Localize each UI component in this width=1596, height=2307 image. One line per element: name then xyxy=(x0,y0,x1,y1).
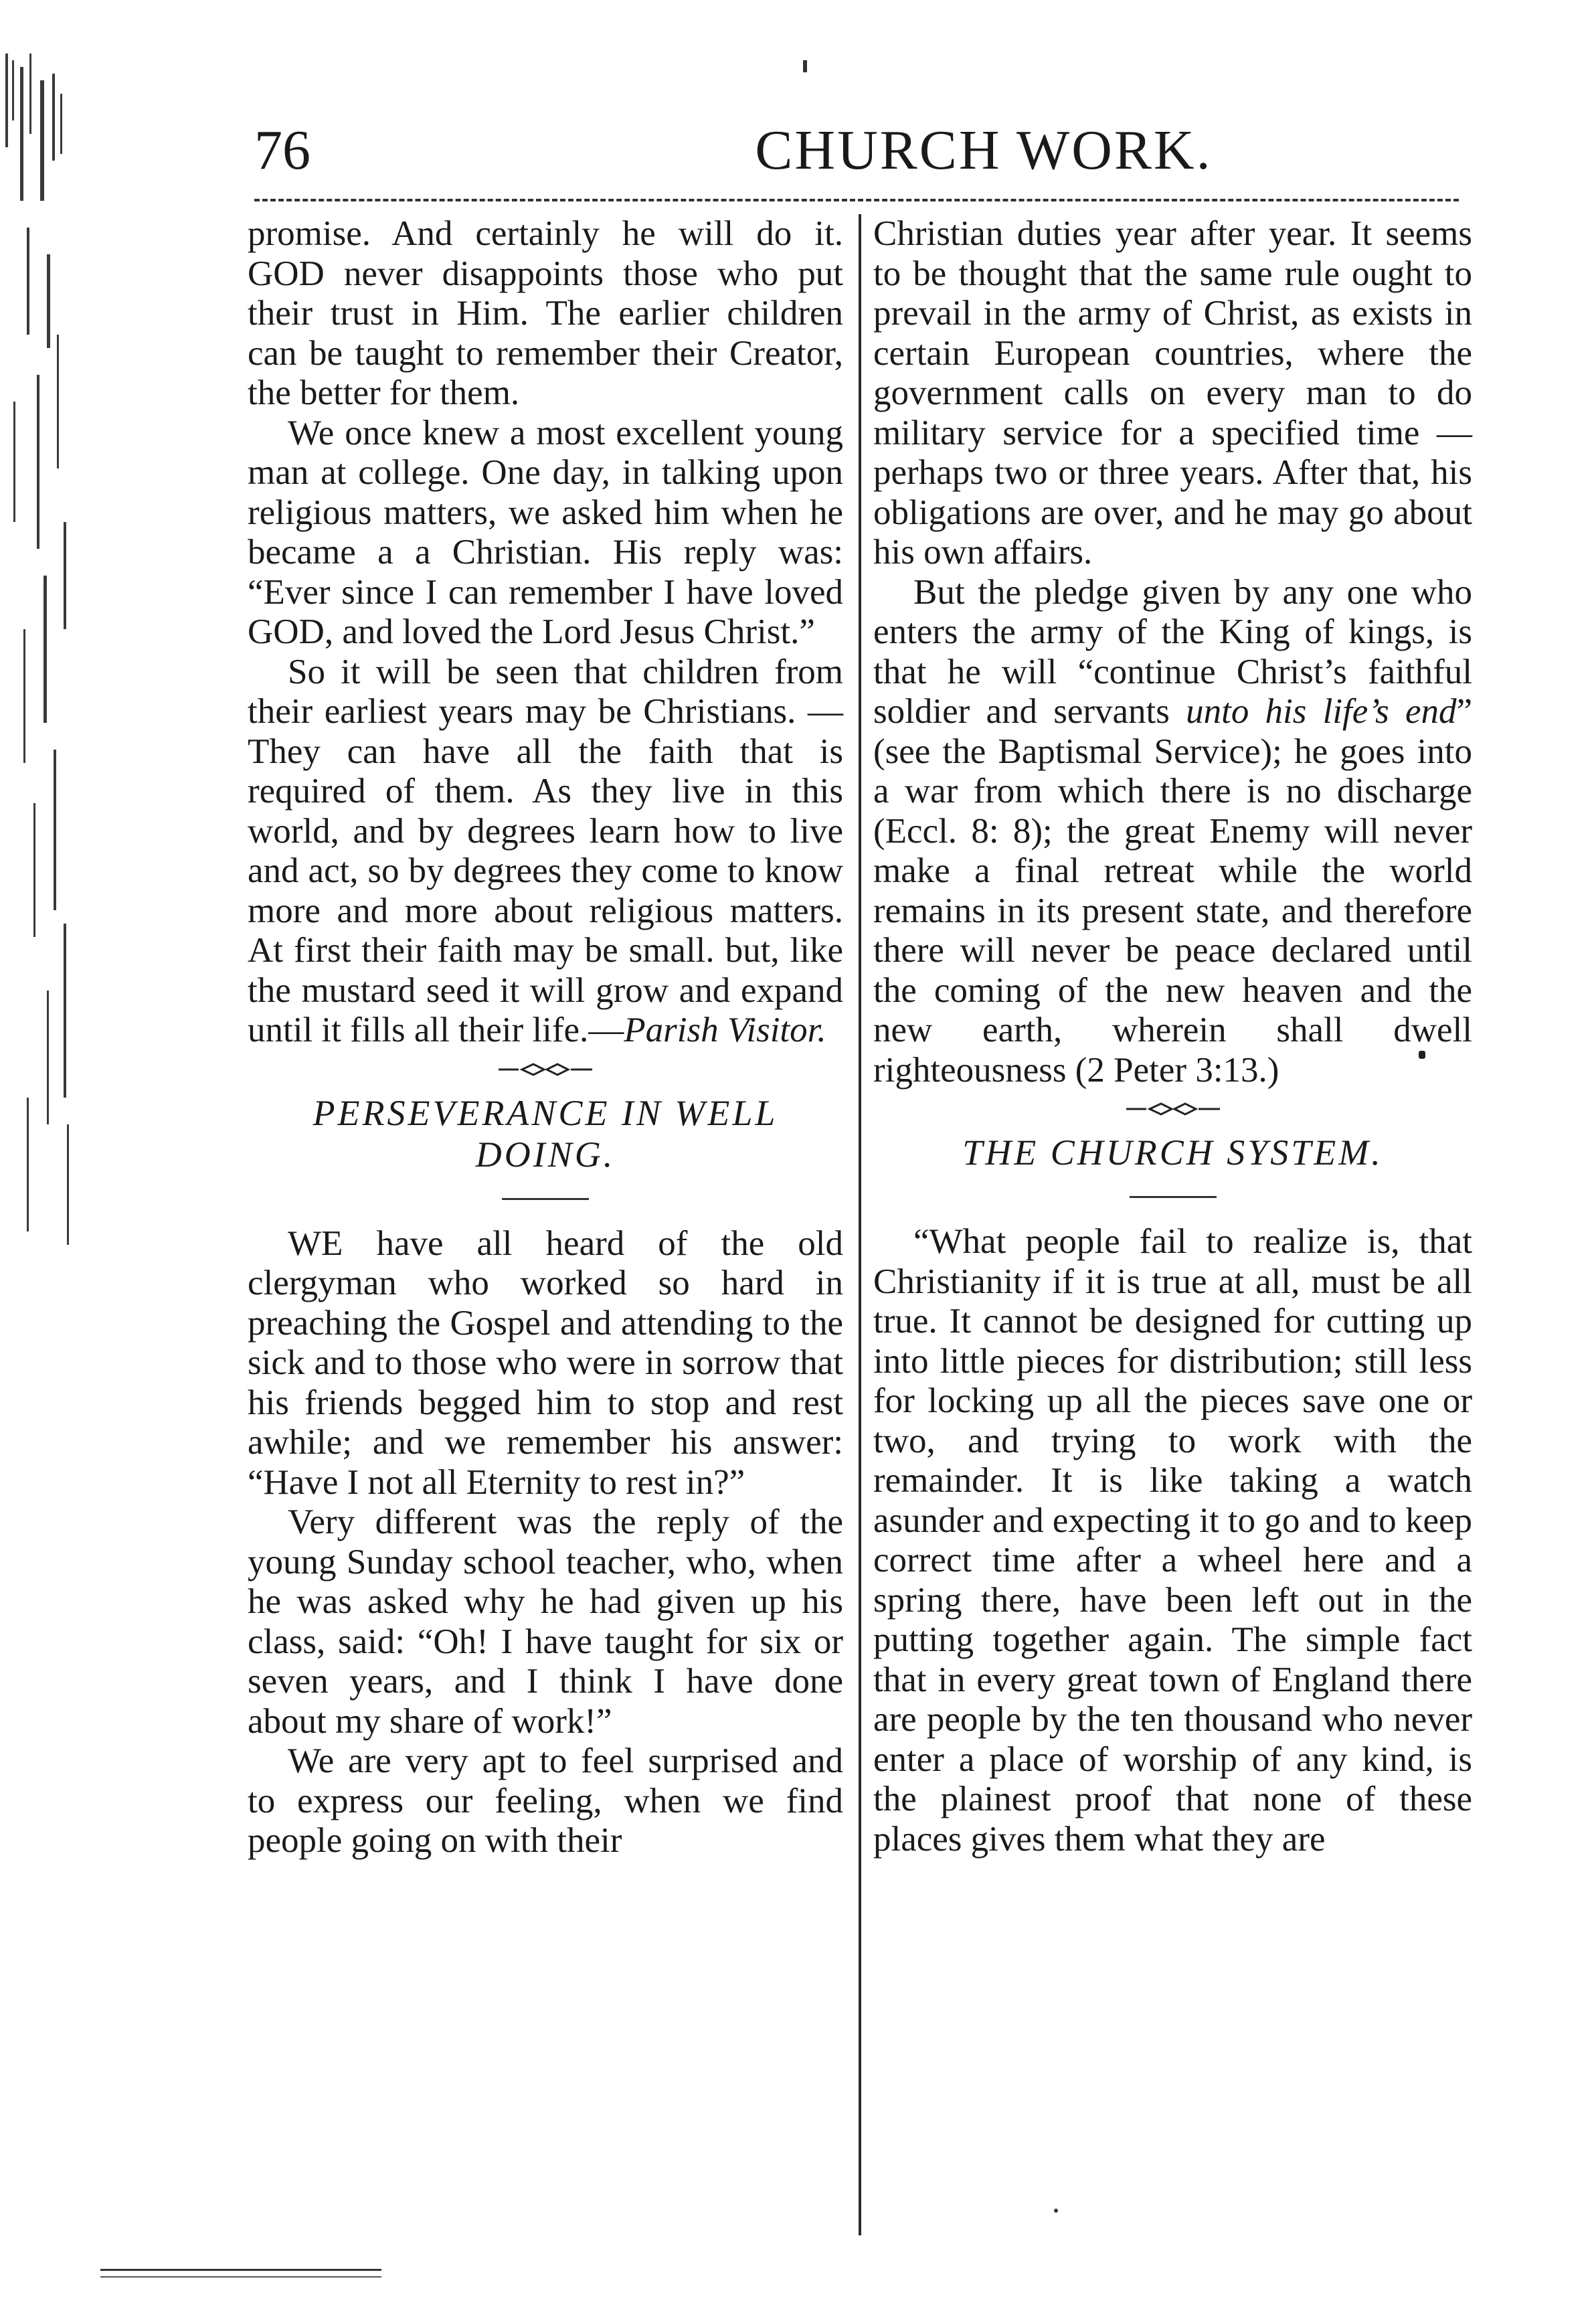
paragraph-text: ” (see the Baptismal Service); he goes into a war from which there is no discharge (Eccl. 8: 8); the great Enemy will never make a final retreat while the world remains in its present state, and therefore there will never be peace declared until the coming of the new heaven and the new earth, wherein shall dwell righteousness (2 Peter 3:13.) xyxy=(873,692,1472,1090)
print-mark xyxy=(1054,2209,1058,2213)
paragraph xyxy=(873,573,1472,1091)
column-rule xyxy=(859,214,861,2235)
binding-edge-noise xyxy=(0,54,80,1292)
footer-rule xyxy=(100,2269,381,2278)
running-head xyxy=(254,114,1459,201)
header-rule xyxy=(254,199,1459,201)
paragraph: We once knew a most excellent young man at college. One day, in talking upon religious matters, we asked him when he became a a Christian. His reply was: “Ever since I can remember I have loved GOD, and loved the Lord Jesus Christ.” xyxy=(248,413,843,651)
left-column xyxy=(248,214,843,1861)
print-mark xyxy=(803,60,807,72)
paragraph: Christian duties year after year. It seems to be thought that the same rule ought to prevail in the army of Christ, as exists in certain European countries, where the government calls on every man to do military service for a specified time —perhaps two or three years. After that, his obligations are over, and he may go about his own affairs. xyxy=(873,214,1472,572)
heading-rule xyxy=(1130,1196,1217,1198)
paragraph: “What people fail to realize is, that Christianity if it is true at all, must be all true. It cannot be designed for cutting up into little pieces for distribution; still less for locking up all the pieces save one or two, and trying to work with the remainder. It is like taking a watch asunder and expecting it to go and to keep correct time after a wheel here and a spring there, have been left out in the putting together again. The simple fact that in every great town of England there are people by the ten thousand who never enter a place of worship of any kind, is the plainest proof that none of these places gives them what they are xyxy=(873,1222,1472,1859)
article-heading: PERSEVERANCE IN WELL DOING. xyxy=(313,1092,778,1175)
article-heading: THE CHURCH SYSTEM. xyxy=(962,1132,1383,1173)
paragraph-text: But the pledge given by any one who enters the army of the King of kings, is that he will “continue Christ’s faithful soldier and servants xyxy=(873,572,1472,731)
paragraph: We are very apt to feel surprised and to express our feeling, when we find people going on with their xyxy=(248,1741,843,1860)
running-title: CHURCH WORK. xyxy=(755,119,1213,181)
section-ornament xyxy=(873,1090,1472,1130)
paragraph xyxy=(248,1224,843,1503)
drop-lead: WE xyxy=(288,1223,343,1263)
page-number: 76 xyxy=(254,119,311,181)
section-ornament xyxy=(248,1051,843,1091)
paragraph-text: have all heard of the old clergyman who worked so hard in preaching the Gospel and attending to the sick and to those who were in sorrow that his friends begged him to stop and rest awhile; and we remember his answer: “Have I not all Eternity to rest in?” xyxy=(248,1223,843,1502)
paragraph-text: So it will be seen that children from their earliest years may be Christians. — They can have all the faith that is required of them. As they live in this world, and by degrees learn how to live and act, so by degrees they come to know more and more about religious matters. At first their faith may be small. but, like the mustard seed it will grow and expand until it fills all their life.— xyxy=(248,652,843,1049)
heading-rule xyxy=(502,1198,589,1200)
right-column xyxy=(873,214,1472,1859)
paragraph: promise. And certainly he will do it. GOD never disappoints those who put their trust in Him. The earlier children can be taught to remember their Creator, the better for them. xyxy=(248,214,843,412)
paragraph xyxy=(248,653,843,1051)
print-speck xyxy=(1419,1051,1425,1059)
paragraph: Very different was the reply of the young Sunday school teacher, who, when he was asked why he had given up his class, said: “Oh! I have taught for six or seven years, and I think I have done about my share of work!” xyxy=(248,1503,843,1741)
italic-quote: unto his life’s end xyxy=(1186,692,1457,731)
source-attribution: Parish Visitor. xyxy=(624,1011,826,1049)
